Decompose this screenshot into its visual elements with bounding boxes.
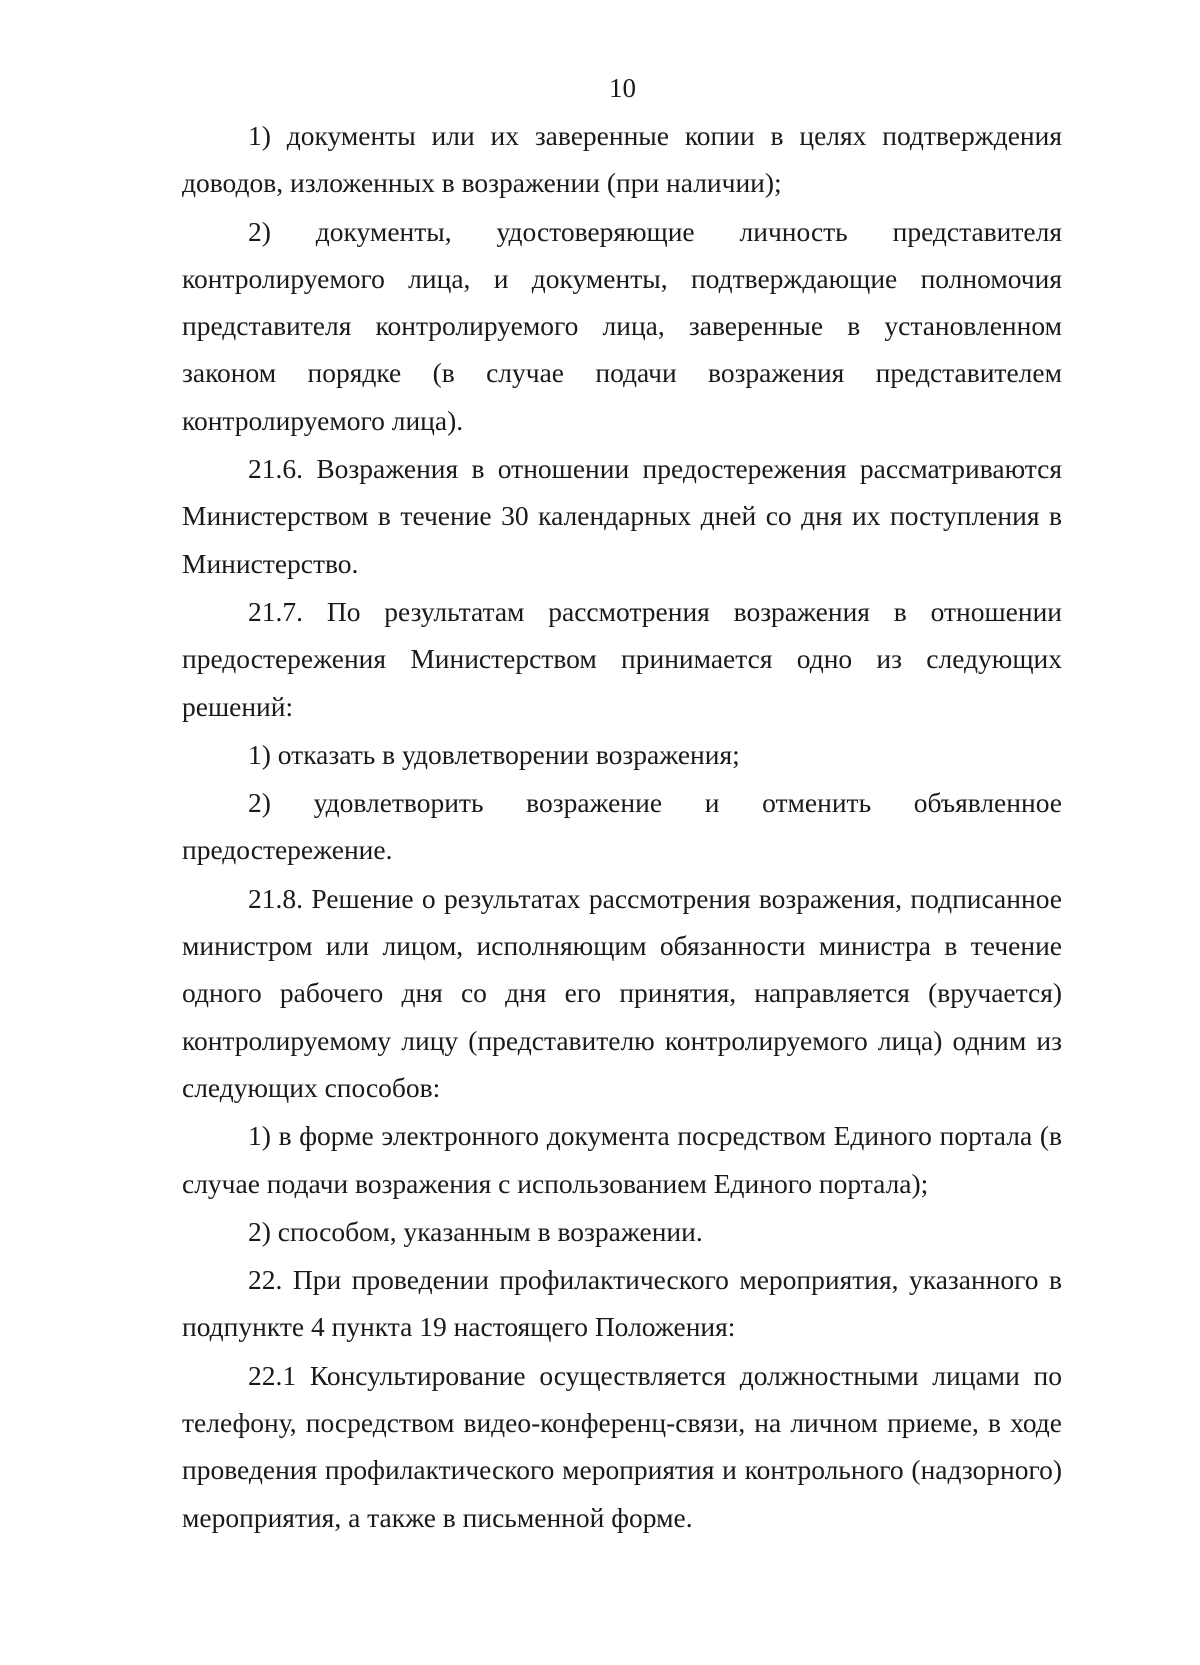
paragraph-decision-satisfy: 2) удовлетворить возражение и отменить объявленное предостережение. [182,787,1062,866]
document-body [182,112,1062,1542]
paragraph-method-electronic: 1) в форме электронного документа посредством Единого портала (в случае подачи возражения с использованием Единого портала); [182,1120,1062,1199]
paragraph-item-2-identity-documents: 2) документы, удостоверяющие личность представителя контролируемого лица, и документы, подтверждающие полномочия представителя контролируемого лица, заверенные в установленном законом порядке (в случае подачи возражения представителем контролируемого лица). [182,215,1062,436]
paragraph-21-7: 21.7. По результатам рассмотрения возражения в отношении предостережения Министерством принимается одно из следующих решений: [182,595,1062,722]
page-number: 10 [609,73,636,103]
paragraph-22-1: 22.1 Консультирование осуществляется должностными лицами по телефону, посредством видео-конференц-связи, на личном приеме, в ходе проведения профилактического мероприятия и контрольного (надзорного) мероприятия, а также в письменной форме. [182,1359,1062,1533]
paragraph-item-1-documents: 1) документы или их заверенные копии в целях подтверждения доводов, изложенных в возражении (при наличии); [182,120,1062,199]
paragraph-21-8: 21.8. Решение о результатах рассмотрения возражения, подписанное министром или лицом, исполняющим обязанности министра в течение одного рабочего дня со дня его принятия, направляется (вручается) контролируемому лицу (представителю контролируемого лица) одним из следующих способов: [182,882,1062,1103]
paragraph-decision-refuse: 1) отказать в удовлетворении возражения; [248,738,740,770]
paragraph-method-specified: 2) способом, указанным в возражении. [248,1215,703,1247]
paragraph-22: 22. При проведении профилактического мероприятия, указанного в подпункте 4 пункта 19 настоящего Положения: [182,1264,1062,1343]
paragraph-21-6: 21.6. Возражения в отношении предостережения рассматриваются Министерством в течение 30 календарных дней со дня их поступления в Министерство. [182,453,1062,579]
